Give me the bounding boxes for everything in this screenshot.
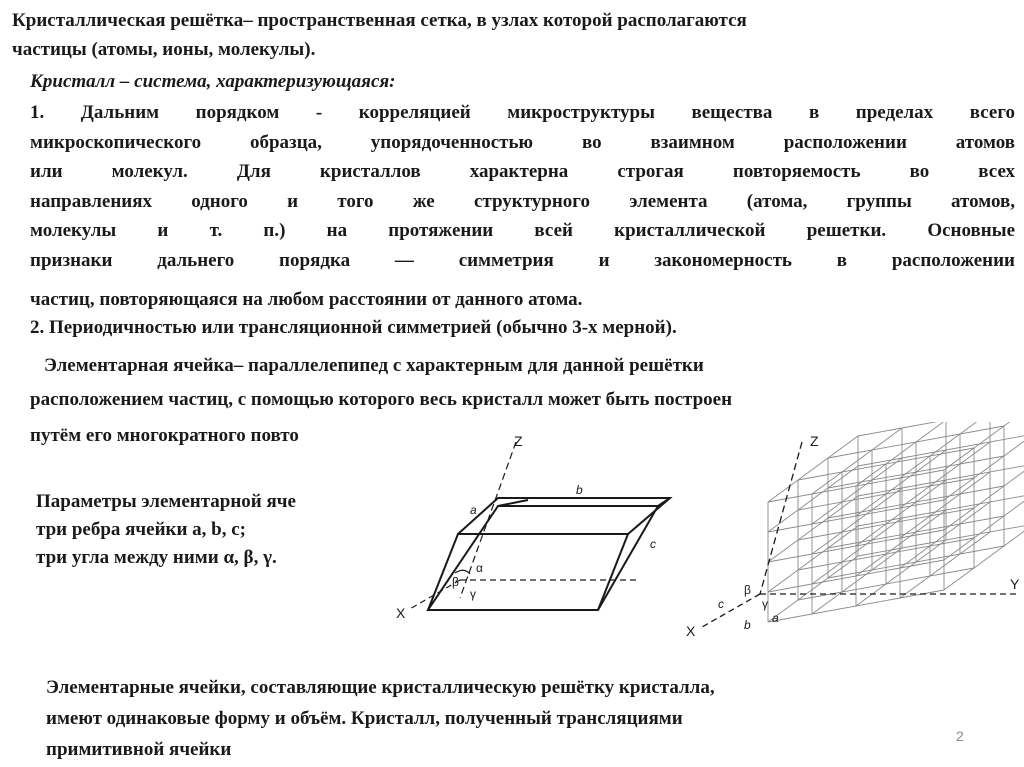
crystal-point-1-line: 1. Дальним порядком - корреляцией микроструктуры вещества в пределах всего [30, 102, 1015, 123]
edge-b-label: b [744, 618, 751, 632]
conclusion-line-2: имеют одинаковые форму и объём. Кристалл, полученный трансляциями [46, 708, 683, 729]
lattice-definition-line-1: Кристаллическая решётка– пространственная сетка, в узлах которой располагаются [12, 10, 747, 31]
lattice-edge [768, 496, 858, 562]
unit-cell-diagram [380, 422, 680, 632]
conclusion-line-1: Элементарные ячейки, составляющие кристаллическую решётку кристалла, [46, 677, 715, 698]
edge-a-label: a [470, 503, 477, 517]
lattice-edge [856, 450, 946, 516]
unit-cell-line-1: Элементарная ячейка– параллелепипед с характерным для данной решётки [44, 355, 704, 376]
unit-cell-line-2: расположением частиц, с помощью которого весь кристалл может быть построен [30, 389, 733, 410]
angle-beta-label: β [452, 575, 459, 589]
page-number: 2 [956, 728, 964, 744]
lattice-edge [812, 428, 902, 494]
lattice-edge [856, 480, 946, 546]
lattice-edge [812, 458, 902, 524]
crystal-point-1-line: микроскопического образца, упорядоченностью во взаимном расположении атомов [30, 131, 1015, 153]
lattice-edge [858, 434, 1024, 466]
lattice-edge [900, 442, 990, 508]
lattice-edge [900, 502, 990, 568]
lattice-edge [812, 518, 902, 584]
lattice-edge [900, 472, 990, 538]
crystal-point-1-line: направлениях одного и того же структурного элемента (атома, группы атомов, [30, 190, 1015, 212]
crystal-point-1 [30, 98, 1015, 275]
lattice-definition-line-2: частицы (атомы, ионы, молекулы). [12, 39, 316, 60]
crystal-point-1-line: или молекул. Для кристаллов характерна строгая повторяемость во всех [30, 161, 1015, 182]
angle-beta-label: β [744, 583, 751, 597]
unit-cell-box [428, 498, 670, 610]
lattice-grid [768, 422, 1024, 622]
axis-x-label: X [686, 623, 696, 639]
lattice-edge [856, 540, 946, 606]
lattice-edge [858, 524, 1024, 556]
edge-b-label: b [576, 483, 583, 497]
lattice-axes [702, 442, 1018, 627]
unit-cell-line-3: путём его многократного повто [30, 425, 299, 446]
crystal-point-1-line: признаки дальнего порядка — симметрия и закономерность в расположении [30, 249, 1015, 271]
crystal-point-1-line: молекулы и т. п.) на протяжении всей кристаллической решетки. Основные [30, 220, 1015, 241]
unit-cell-axes [408, 442, 638, 610]
angle-alpha-label: α [476, 561, 483, 575]
lattice-edge [856, 510, 946, 576]
axis-y-label: Y [1010, 576, 1020, 592]
lattice-edge [812, 488, 902, 554]
crystal-point-2: 2. Периодичностью или трансляционной симметрией (обычно 3-х мерной). [30, 317, 677, 338]
edge-c-label: c [718, 597, 724, 611]
axis-z-label: Z [514, 433, 523, 449]
lattice-edge [812, 548, 902, 614]
parameters-line-3: три угла между ними α, β, γ. [36, 547, 277, 568]
parameters-line-2: три ребра ячейки a, b, c; [36, 519, 246, 540]
lattice-edge [858, 494, 1024, 526]
axis-x-label: X [396, 605, 406, 621]
crystal-point-1-last: частиц, повторяющаяся на любом расстоянии от данного атома. [30, 289, 583, 310]
angle-gamma-label: γ [470, 587, 476, 601]
lattice-edge [900, 532, 990, 598]
conclusion-line-3: примитивной ячейки [46, 739, 232, 760]
lattice-edge [768, 556, 858, 622]
lattice-edge [768, 466, 858, 532]
parameters-line-1: Параметры элементарной яче [36, 491, 296, 512]
crystal-lattice-diagram [672, 422, 1024, 644]
lattice-edge [768, 526, 858, 592]
crystal-heading: Кристалл – система, характеризующаяся: [30, 71, 396, 92]
lattice-edge [858, 464, 1024, 496]
axis-z-label: Z [810, 433, 819, 449]
edge-a-label: a [772, 611, 779, 625]
angle-gamma-label: γ [762, 597, 768, 611]
edge-c-label: c [650, 537, 656, 551]
